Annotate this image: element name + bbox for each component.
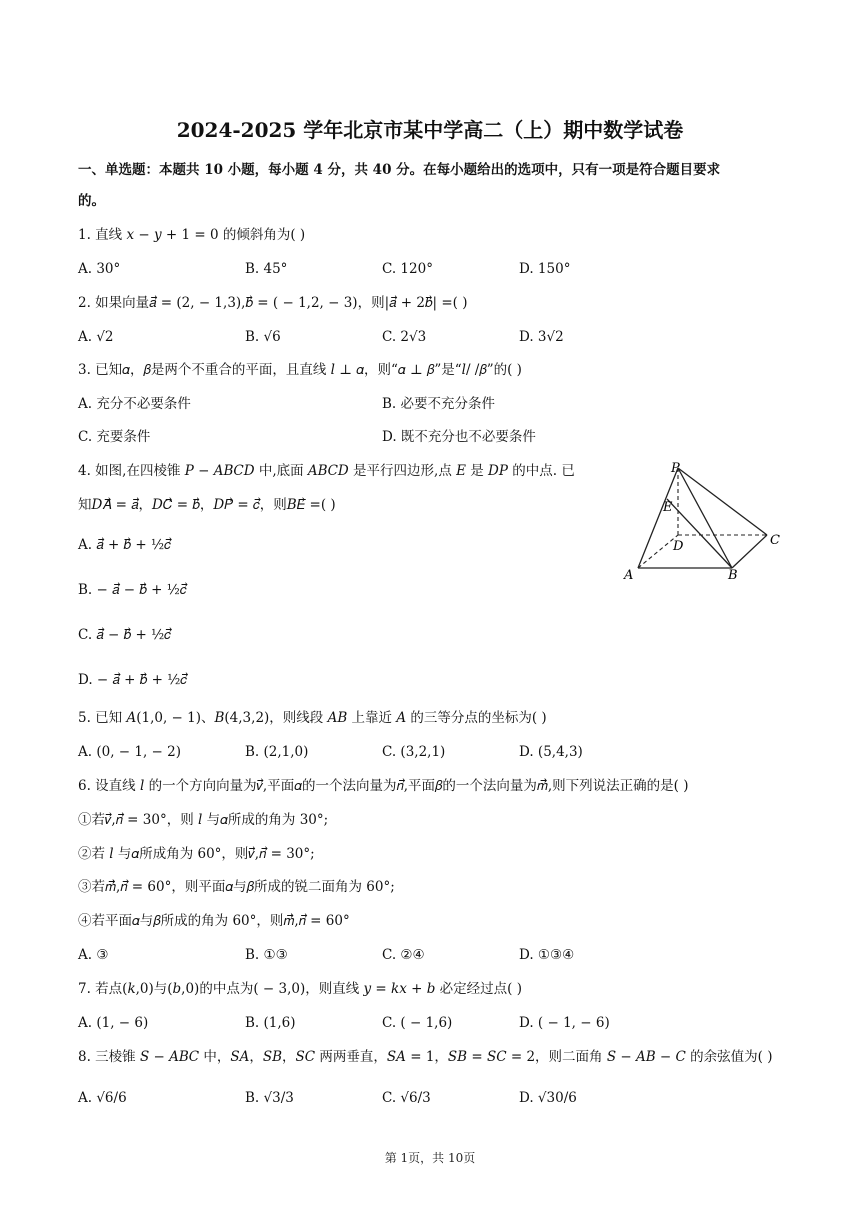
- question-7-option-a: A. (1, − 6): [78, 1015, 149, 1031]
- question-6-option-a: A. ③: [78, 947, 109, 963]
- section-heading-line2: 的。: [78, 193, 105, 209]
- question-4-stem-line1: 4. 如图,在四棱锥 𝑃 − 𝐴𝐵𝐶𝐷 中,底面 𝐴𝐵𝐶𝐷 是平行四边形,点 𝐸 是 𝐷𝑃 的中点. 已: [78, 463, 575, 479]
- question-7-option-c: C. ( − 1,6): [382, 1015, 453, 1031]
- question-4-option-b: B. − 𝑎⃗ − 𝑏⃗ + ½𝑐⃗: [78, 582, 187, 598]
- figure-label-a: A: [624, 568, 634, 583]
- question-3-stem: 3. 已知𝛼，𝛽是两个不重合的平面，且直线 𝑙 ⊥ 𝛼，则“𝛼 ⊥ 𝛽”是“𝑙/ /𝛽”的( ): [78, 362, 522, 378]
- question-2-stem: 2. 如果向量𝑎⃗ = (2, − 1,3),𝑏⃗ = ( − 1,2, − 3)，则|𝑎⃗ + 2𝑏⃗| =( ): [78, 295, 468, 311]
- question-6-statement-3: ③若𝑚⃗⃗,𝑛⃗ = 60°，则平面𝛼与𝛽所成的锐二面角为 60°;: [78, 879, 395, 895]
- question-6-option-c: C. ②④: [382, 947, 425, 963]
- question-6-statement-4: ④若平面𝛼与𝛽所成的角为 60°，则𝑚⃗⃗,𝑛⃗ = 60°: [78, 913, 350, 929]
- question-6-stem: 6. 设直线 𝑙 的一个方向向量为𝑣⃗,平面𝛼的一个法向量为𝑛⃗,平面𝛽的一个法向量为𝑚⃗⃗,则下列说法正确的是( ): [78, 778, 689, 794]
- question-3-option-d: D. 既不充分也不必要条件: [382, 429, 536, 445]
- figure-label-c: C: [770, 533, 780, 548]
- figure-label-d: D: [673, 539, 684, 554]
- question-1-stem: 1. 直线 𝑥 − 𝑦 + 1 = 0 的倾斜角为( ): [78, 227, 306, 243]
- question-1-option-b: B. 45°: [245, 261, 288, 277]
- question-6-option-d: D. ①③④: [519, 947, 575, 963]
- question-6-statement-2: ②若 𝑙 与𝛼所成角为 60°，则𝑣⃗,𝑛⃗ = 30°;: [78, 846, 315, 862]
- question-8-option-c: C. √6/3: [382, 1090, 431, 1106]
- question-2-option-c: C. 2√3: [382, 329, 427, 345]
- question-4-option-a: A. 𝑎⃗ + 𝑏⃗ + ½𝑐⃗: [78, 537, 171, 553]
- question-4-option-d: D. − 𝑎⃗ + 𝑏⃗ + ½𝑐⃗: [78, 672, 188, 688]
- question-5-option-c: C. (3,2,1): [382, 744, 446, 760]
- question-8-stem: 8. 三棱锥 𝑆 − 𝐴𝐵𝐶 中，𝑆𝐴，𝑆𝐵，𝑆𝐶 两两垂直，𝑆𝐴 = 1，𝑆𝐵 = 𝑆𝐶 = 2，则二面角 𝑆 − 𝐴𝐵 − 𝐶 的余弦值为( ): [78, 1049, 773, 1065]
- figure-label-b: B: [728, 568, 738, 583]
- question-6-statement-1: ①若𝑣⃗,𝑛⃗ = 30°，则 𝑙 与𝛼所成的角为 30°;: [78, 812, 329, 828]
- question-3-option-a: A. 充分不必要条件: [78, 396, 191, 412]
- question-8-option-a: A. √6/6: [78, 1090, 127, 1106]
- question-5-option-d: D. (5,4,3): [519, 744, 583, 760]
- question-1-option-d: D. 150°: [519, 261, 571, 277]
- question-8-option-d: D. √30/6: [519, 1090, 577, 1106]
- page-footer: 第 1页，共 10页: [384, 1151, 476, 1165]
- question-7-option-b: B. (1,6): [245, 1015, 296, 1031]
- question-1-option-a: A. 30°: [78, 261, 121, 277]
- question-1-option-c: C. 120°: [382, 261, 433, 277]
- question-4-stem-line2: 知𝐷𝐴⃗ = 𝑎⃗，𝐷𝐶⃗ = 𝑏⃗，𝐷𝑃⃗ = 𝑐⃗，则𝐵𝐸⃗ =( ): [78, 497, 336, 513]
- question-6-option-b: B. ①③: [245, 947, 288, 963]
- section-heading-line1: 一、单选题：本题共 10 小题，每小题 4 分，共 40 分。在每小题给出的选项中，只有一项是符合题目要求: [78, 162, 721, 178]
- question-3-option-b: B. 必要不充分条件: [382, 396, 496, 412]
- question-5-option-b: B. (2,1,0): [245, 744, 309, 760]
- question-2-option-d: D. 3√2: [519, 329, 564, 345]
- question-4-option-c: C. 𝑎⃗ − 𝑏⃗ + ½𝑐⃗: [78, 627, 172, 643]
- figure-label-p: P: [671, 461, 680, 476]
- question-7-option-d: D. ( − 1, − 6): [519, 1015, 610, 1031]
- question-7-stem: 7. 若点(𝑘,0)与(𝑏,0)的中点为( − 3,0)，则直线 𝑦 = 𝑘𝑥 + 𝑏 必定经过点( ): [78, 981, 522, 997]
- pyramid-figure: [615, 455, 790, 585]
- question-2-option-b: B. √6: [245, 329, 281, 345]
- question-3-option-c: C. 充要条件: [78, 429, 151, 445]
- question-5-stem: 5. 已知 𝐴(1,0, − 1)、𝐵(4,3,2)，则线段 𝐴𝐵 上靠近 𝐴 的三等分点的坐标为( ): [78, 710, 547, 726]
- figure-label-e: E: [663, 500, 673, 515]
- question-8-option-b: B. √3/3: [245, 1090, 294, 1106]
- question-5-option-a: A. (0, − 1, − 2): [78, 744, 182, 760]
- page-title: 2024-2025 学年北京市某中学高二（上）期中数学试卷: [176, 118, 684, 142]
- question-2-option-a: A. √2: [78, 329, 114, 345]
